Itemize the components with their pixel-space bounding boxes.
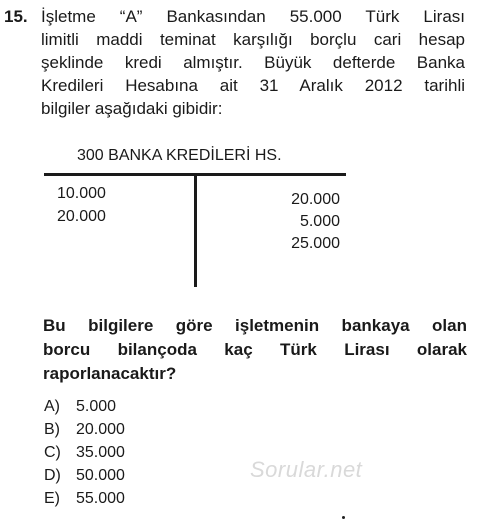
- answer-option-c[interactable]: [44, 443, 125, 463]
- debit-amount: 10.000: [57, 185, 106, 202]
- option-value: 5.000: [76, 398, 117, 415]
- stray-dot: [342, 516, 345, 519]
- option-letter: C): [44, 444, 61, 461]
- question-text-line: Kredileri Hesabına ait 31 Aralık 2012 tarihli: [41, 76, 465, 95]
- option-value: 50.000: [76, 467, 125, 484]
- option-value: 20.000: [76, 421, 125, 438]
- debit-amount: 20.000: [57, 208, 106, 225]
- t-account-vertical-rule: [194, 173, 197, 287]
- answer-option-b[interactable]: [44, 420, 125, 440]
- question-prompt-line: borcu bilançoda kaç Türk Lirası olarak: [43, 340, 467, 359]
- option-letter: E): [44, 490, 60, 507]
- credit-amount: 5.000: [299, 213, 340, 230]
- option-letter: D): [44, 467, 61, 484]
- credit-amount: 25.000: [291, 235, 340, 252]
- watermark: Sorular.net: [250, 457, 363, 482]
- t-account-title: 300 BANKA KREDİLERİ HS.: [77, 147, 282, 164]
- question-number: 15.: [4, 7, 28, 26]
- option-value: 35.000: [76, 444, 125, 461]
- credit-amount: 20.000: [291, 191, 340, 208]
- question-prompt-line: Bu bilgilere göre işletmenin bankaya olan: [43, 316, 467, 335]
- option-letter: A): [44, 398, 60, 415]
- option-value: 55.000: [76, 490, 125, 507]
- question-text-line: şeklinde kredi almıştır. Büyük defterde Banka: [41, 53, 465, 72]
- answer-option-a[interactable]: [44, 397, 116, 417]
- question-text-line: bilgiler aşağıdaki gibidir:: [41, 99, 223, 118]
- question-text-line: İşletme “A” Bankasından 55.000 Türk Lirası: [41, 7, 465, 26]
- answer-option-d[interactable]: [44, 466, 125, 486]
- question-prompt-line: raporlanacaktır?: [43, 364, 177, 383]
- answer-option-e[interactable]: [44, 489, 125, 509]
- question-text-line: limitli maddi teminat karşılığı borçlu cari hesap: [41, 30, 465, 49]
- option-letter: B): [44, 421, 60, 438]
